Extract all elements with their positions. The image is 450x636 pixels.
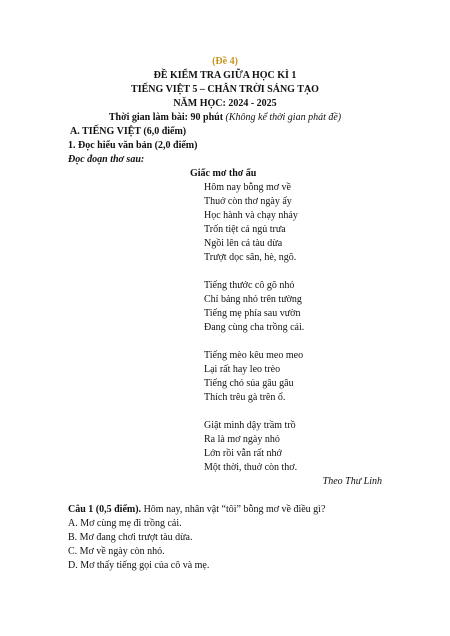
poem-line: Hôm nay bỗng mơ về [204,182,291,193]
part-1-heading: 1. Đọc hiểu văn bản (2,0 điểm) [68,140,198,151]
time-info [0,112,450,124]
question-1-text: Hôm nay, nhân vật “tôi” bỗng mơ về điều gì? [143,504,326,515]
time-label: Thời gian làm bài: 90 phút [108,112,224,123]
poem-line: Tiếng mèo kêu meo meo [204,350,304,361]
poem-line: Lớn rồi vẫn rất nhớ [204,448,282,459]
question-1 [68,504,325,516]
poem-line: Trốn tiệt cả ngủ trưa [204,224,286,235]
poem-line: Học hành và chạy nhảy [204,210,298,221]
poem-line: Đang cùng cha trồng cải. [204,322,305,333]
time-note: (Không kể thời gian phát đề) [225,112,342,123]
exam-subject: TIẾNG VIỆT 5 – CHÂN TRỜI SÁNG TẠO [131,84,319,95]
answer-option-a: A. Mơ cùng mẹ đi trồng cải. [68,518,182,529]
answer-option-d: D. Mơ thấy tiếng gọi của cô và mẹ. [68,560,210,571]
question-1-label: Câu 1 (0,5 điểm). [68,504,142,515]
poem-line: Tiếng chó sủa gâu gâu [204,378,294,389]
poem-line: Trượt dọc sân, hè, ngõ. [204,252,297,263]
poem-author: Theo Thư Linh [322,476,382,487]
poem-line: Tiếng thước cô gõ nhỏ [204,280,295,291]
poem-line: Thích trêu gà trên ổ. [204,392,286,403]
poem-line: Tiếng mẹ phía sau vườn [204,308,301,319]
exam-number: (Đề 4) [212,56,238,67]
exam-title: ĐỀ KIỂM TRA GIỮA HỌC KÌ 1 [153,70,297,81]
section-a-heading: A. TIẾNG VIỆT (6,0 điểm) [70,126,187,137]
poem-line: Một thời, thuở còn thơ. [204,462,298,473]
poem-line: Ngồi lên cả tàu dừa [204,238,283,249]
answer-option-b: B. Mơ đang chơi trượt tàu dừa. [68,532,193,543]
answer-option-c: C. Mơ về ngày còn nhỏ. [68,546,165,557]
poem-line: Giật mình dậy trầm trồ [204,420,296,431]
poem-line: Chỉ bảng nhỏ trên tường [204,294,302,305]
school-year: NĂM HỌC: 2024 - 2025 [173,98,277,109]
reading-instruction: Đọc đoạn thơ sau: [68,154,145,165]
poem-line: Lại rất hay leo trèo [204,364,281,375]
poem-line: Ra là mơ ngày nhỏ [204,434,280,445]
poem-line: Thuở còn thơ ngày ấy [204,196,292,207]
poem-title: Giấc mơ thơ ấu [190,168,257,179]
